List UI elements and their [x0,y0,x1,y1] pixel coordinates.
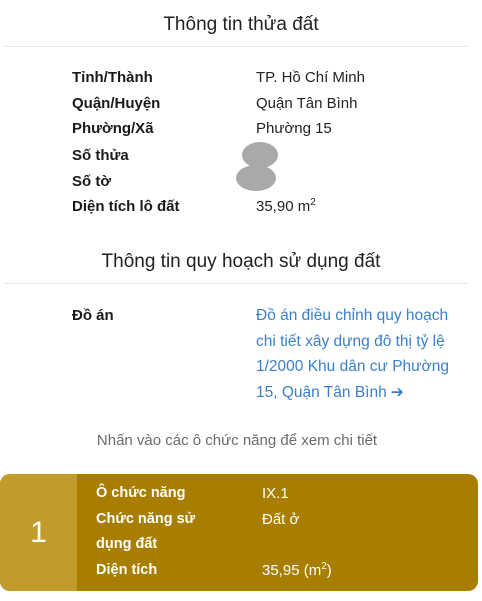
district-label: Quận/Huyện [72,95,161,112]
zone-number: 1 [0,474,77,591]
land-use-label-line2: dụng đất [96,536,158,552]
plan-link[interactable] [256,303,466,405]
parcel-area-label: Diện tích lô đất [72,198,180,215]
zone-card[interactable] [0,474,478,591]
parcel-number-label: Số thửa [72,147,129,164]
zone-area-value [262,562,332,579]
province-value: TP. Hồ Chí Minh [256,69,365,86]
parcel-area-value [256,198,316,215]
ward-label: Phường/Xã [72,120,154,137]
arrow-right-icon[interactable]: ➔ [390,383,404,401]
ward-value: Phường 15 [256,120,332,137]
parcel-info-title: Thông tin thửa đất [163,14,319,35]
divider [4,46,468,47]
parcel-area-sup: 2 [310,197,316,208]
plan-link-text[interactable]: Đồ án điều chỉnh quy hoạch chi tiết xây dựng đô thị tỷ lệ 1/2000 Khu dân cư Phường 15, Quận Tân Bình [256,307,449,401]
parcel-area-number: 35,90 m [256,198,311,215]
land-use-value: Đất ở [262,511,300,528]
sheet-number-label: Số tờ [72,173,111,190]
plan-label: Đồ án [72,307,114,324]
zone-area-number: 35,95 (m [262,562,322,579]
zone-area-sup: 2 [321,561,327,572]
planning-info-title: Thông tin quy hoạch sử dụng đất [101,251,381,272]
province-label: Tỉnh/Thành [72,69,153,86]
zone-function-value: IX.1 [262,485,289,502]
zone-area-label: Diện tích [96,562,158,578]
zone-area-close: ) [326,562,332,579]
zone-function-label: Ô chức năng [96,485,186,501]
redacted-sheet-number [236,165,276,191]
district-value: Quận Tân Bình [256,95,358,112]
redacted-parcel-number [242,142,278,168]
hint-text: Nhấn vào các ô chức năng để xem chi tiết [96,432,378,449]
land-use-label-line1: Chức năng sử [96,511,196,527]
divider [4,283,468,284]
